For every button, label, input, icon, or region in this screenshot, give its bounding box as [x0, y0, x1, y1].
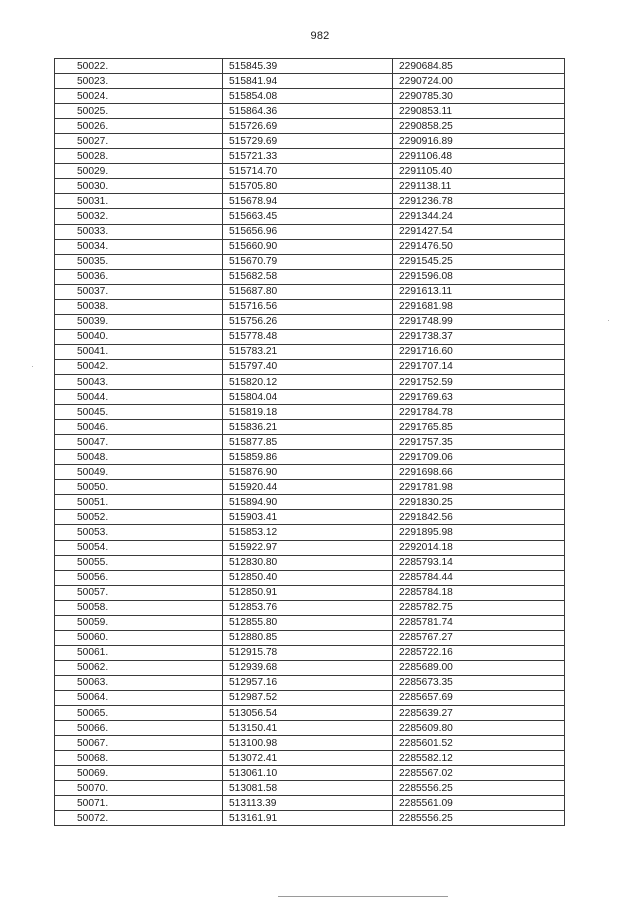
point-id-cell: 50046. [55, 420, 223, 435]
northing-cell: 2291681.98 [393, 299, 565, 314]
easting-cell: 515687.80 [223, 284, 393, 299]
table-row [55, 74, 565, 89]
northing-cell: 2291106.48 [393, 149, 565, 164]
easting-cell: 515797.40 [223, 359, 393, 374]
point-id-cell: 50025. [55, 104, 223, 119]
northing-cell: 2290853.11 [393, 104, 565, 119]
easting-cell: 515894.90 [223, 495, 393, 510]
easting-cell: 515853.12 [223, 525, 393, 540]
easting-cell: 515841.94 [223, 74, 393, 89]
point-id-cell: 50059. [55, 615, 223, 630]
northing-cell: 2285609.80 [393, 721, 565, 736]
point-id-cell: 50064. [55, 690, 223, 705]
point-id-cell: 50055. [55, 555, 223, 570]
point-id-cell: 50071. [55, 796, 223, 811]
northing-cell: 2291781.98 [393, 480, 565, 495]
table-row [55, 555, 565, 570]
point-id-cell: 50061. [55, 645, 223, 660]
easting-cell: 515663.45 [223, 209, 393, 224]
northing-cell: 2285673.35 [393, 675, 565, 690]
northing-cell: 2291709.06 [393, 450, 565, 465]
point-id-cell: 50029. [55, 164, 223, 179]
northing-cell: 2291757.35 [393, 435, 565, 450]
easting-cell: 515682.58 [223, 269, 393, 284]
easting-cell: 513081.58 [223, 781, 393, 796]
table-row [55, 254, 565, 269]
easting-cell: 515864.36 [223, 104, 393, 119]
table-row [55, 359, 565, 374]
easting-cell: 515845.39 [223, 59, 393, 74]
northing-cell: 2291105.40 [393, 164, 565, 179]
point-id-cell: 50070. [55, 781, 223, 796]
table-row [55, 314, 565, 329]
northing-cell: 2291784.78 [393, 405, 565, 420]
point-id-cell: 50048. [55, 450, 223, 465]
table-row [55, 480, 565, 495]
table-row [55, 119, 565, 134]
point-id-cell: 50058. [55, 600, 223, 615]
point-id-cell: 50072. [55, 811, 223, 826]
scan-dot-mark [32, 366, 33, 367]
easting-cell: 512987.52 [223, 690, 393, 705]
northing-cell: 2285657.69 [393, 690, 565, 705]
easting-cell: 512880.85 [223, 630, 393, 645]
table-row [55, 104, 565, 119]
easting-cell: 513100.98 [223, 736, 393, 751]
easting-cell: 515836.21 [223, 420, 393, 435]
easting-cell: 512957.16 [223, 675, 393, 690]
easting-cell: 515670.79 [223, 254, 393, 269]
easting-cell: 515876.90 [223, 465, 393, 480]
table-row [55, 706, 565, 721]
coordinate-table [54, 58, 565, 826]
table-row [55, 570, 565, 585]
northing-cell: 2290724.00 [393, 74, 565, 89]
table-row [55, 299, 565, 314]
point-id-cell: 50049. [55, 465, 223, 480]
northing-cell: 2291748.99 [393, 314, 565, 329]
table-row [55, 329, 565, 344]
easting-cell: 512915.78 [223, 645, 393, 660]
easting-cell: 515721.33 [223, 149, 393, 164]
northing-cell: 2291427.54 [393, 224, 565, 239]
point-id-cell: 50050. [55, 480, 223, 495]
table-row [55, 284, 565, 299]
easting-cell: 515877.85 [223, 435, 393, 450]
northing-cell: 2285784.44 [393, 570, 565, 585]
northing-cell: 2291545.25 [393, 254, 565, 269]
northing-cell: 2285689.00 [393, 660, 565, 675]
easting-cell: 515678.94 [223, 194, 393, 209]
table-row [55, 721, 565, 736]
easting-cell: 512853.76 [223, 600, 393, 615]
easting-cell: 513061.10 [223, 766, 393, 781]
easting-cell: 515716.56 [223, 299, 393, 314]
easting-cell: 512850.91 [223, 585, 393, 600]
point-id-cell: 50027. [55, 134, 223, 149]
point-id-cell: 50067. [55, 736, 223, 751]
point-id-cell: 50039. [55, 314, 223, 329]
table-row [55, 344, 565, 359]
point-id-cell: 50043. [55, 374, 223, 389]
coordinate-table-body [55, 59, 565, 826]
northing-cell: 2291895.98 [393, 525, 565, 540]
table-row [55, 781, 565, 796]
point-id-cell: 50022. [55, 59, 223, 74]
table-row [55, 751, 565, 766]
northing-cell: 2291138.11 [393, 179, 565, 194]
easting-cell: 513056.54 [223, 706, 393, 721]
northing-cell: 2285561.09 [393, 796, 565, 811]
table-row [55, 420, 565, 435]
table-row [55, 239, 565, 254]
point-id-cell: 50069. [55, 766, 223, 781]
point-id-cell: 50057. [55, 585, 223, 600]
table-row [55, 224, 565, 239]
northing-cell: 2285582.12 [393, 751, 565, 766]
table-row [55, 525, 565, 540]
northing-cell: 2285601.52 [393, 736, 565, 751]
northing-cell: 2291769.63 [393, 390, 565, 405]
table-row [55, 269, 565, 284]
point-id-cell: 50051. [55, 495, 223, 510]
point-id-cell: 50056. [55, 570, 223, 585]
northing-cell: 2290785.30 [393, 89, 565, 104]
point-id-cell: 50065. [55, 706, 223, 721]
northing-cell: 2285767.27 [393, 630, 565, 645]
easting-cell: 515726.69 [223, 119, 393, 134]
table-row [55, 495, 565, 510]
point-id-cell: 50026. [55, 119, 223, 134]
point-id-cell: 50030. [55, 179, 223, 194]
point-id-cell: 50028. [55, 149, 223, 164]
northing-cell: 2291344.24 [393, 209, 565, 224]
table-row [55, 811, 565, 826]
point-id-cell: 50060. [55, 630, 223, 645]
northing-cell: 2285782.75 [393, 600, 565, 615]
point-id-cell: 50066. [55, 721, 223, 736]
northing-cell: 2290858.25 [393, 119, 565, 134]
point-id-cell: 50035. [55, 254, 223, 269]
northing-cell: 2291842.56 [393, 510, 565, 525]
coordinate-table-container [54, 58, 564, 826]
table-row [55, 134, 565, 149]
northing-cell: 2285722.16 [393, 645, 565, 660]
point-id-cell: 50040. [55, 329, 223, 344]
point-id-cell: 50063. [55, 675, 223, 690]
northing-cell: 2291765.85 [393, 420, 565, 435]
easting-cell: 515820.12 [223, 374, 393, 389]
table-row [55, 59, 565, 74]
easting-cell: 512939.68 [223, 660, 393, 675]
point-id-cell: 50041. [55, 344, 223, 359]
easting-cell: 515656.96 [223, 224, 393, 239]
point-id-cell: 50038. [55, 299, 223, 314]
northing-cell: 2291707.14 [393, 359, 565, 374]
northing-cell: 2291738.37 [393, 329, 565, 344]
northing-cell: 2291716.60 [393, 344, 565, 359]
easting-cell: 515705.80 [223, 179, 393, 194]
table-row [55, 615, 565, 630]
point-id-cell: 50023. [55, 74, 223, 89]
table-row [55, 149, 565, 164]
table-row [55, 675, 565, 690]
northing-cell: 2285793.14 [393, 555, 565, 570]
point-id-cell: 50045. [55, 405, 223, 420]
point-id-cell: 50062. [55, 660, 223, 675]
northing-cell: 2285781.74 [393, 615, 565, 630]
scan-dot-mark [608, 320, 609, 321]
table-row [55, 450, 565, 465]
northing-cell: 2285556.25 [393, 781, 565, 796]
northing-cell: 2291830.25 [393, 495, 565, 510]
easting-cell: 515922.97 [223, 540, 393, 555]
table-row [55, 690, 565, 705]
point-id-cell: 50047. [55, 435, 223, 450]
northing-cell: 2291236.78 [393, 194, 565, 209]
easting-cell: 513072.41 [223, 751, 393, 766]
easting-cell: 515729.69 [223, 134, 393, 149]
northing-cell: 2292014.18 [393, 540, 565, 555]
northing-cell: 2291596.08 [393, 269, 565, 284]
northing-cell: 2290916.89 [393, 134, 565, 149]
table-row [55, 645, 565, 660]
table-row [55, 796, 565, 811]
easting-cell: 512855.80 [223, 615, 393, 630]
point-id-cell: 50042. [55, 359, 223, 374]
easting-cell: 515819.18 [223, 405, 393, 420]
easting-cell: 515660.90 [223, 239, 393, 254]
easting-cell: 512850.40 [223, 570, 393, 585]
point-id-cell: 50044. [55, 390, 223, 405]
table-row [55, 179, 565, 194]
point-id-cell: 50037. [55, 284, 223, 299]
point-id-cell: 50032. [55, 209, 223, 224]
easting-cell: 515778.48 [223, 329, 393, 344]
table-row [55, 374, 565, 389]
table-row [55, 465, 565, 480]
point-id-cell: 50024. [55, 89, 223, 104]
point-id-cell: 50036. [55, 269, 223, 284]
easting-cell: 513113.39 [223, 796, 393, 811]
easting-cell: 515854.08 [223, 89, 393, 104]
table-row [55, 405, 565, 420]
table-row [55, 510, 565, 525]
northing-cell: 2291476.50 [393, 239, 565, 254]
table-row [55, 390, 565, 405]
easting-cell: 515920.44 [223, 480, 393, 495]
northing-cell: 2285556.25 [393, 811, 565, 826]
table-row [55, 164, 565, 179]
easting-cell: 515903.41 [223, 510, 393, 525]
page-number: 982 [310, 30, 330, 42]
point-id-cell: 50031. [55, 194, 223, 209]
table-row [55, 630, 565, 645]
table-row [55, 660, 565, 675]
table-row [55, 736, 565, 751]
point-id-cell: 50052. [55, 510, 223, 525]
table-row [55, 585, 565, 600]
point-id-cell: 50034. [55, 239, 223, 254]
table-row [55, 766, 565, 781]
point-id-cell: 50068. [55, 751, 223, 766]
northing-cell: 2291613.11 [393, 284, 565, 299]
easting-cell: 513161.91 [223, 811, 393, 826]
table-row [55, 209, 565, 224]
northing-cell: 2285784.18 [393, 585, 565, 600]
easting-cell: 515859.86 [223, 450, 393, 465]
easting-cell: 515714.70 [223, 164, 393, 179]
northing-cell: 2291698.66 [393, 465, 565, 480]
scan-line-mark [278, 896, 448, 897]
easting-cell: 515783.21 [223, 344, 393, 359]
easting-cell: 515804.04 [223, 390, 393, 405]
easting-cell: 512830.80 [223, 555, 393, 570]
table-row [55, 540, 565, 555]
table-row [55, 89, 565, 104]
easting-cell: 515756.26 [223, 314, 393, 329]
northing-cell: 2285567.02 [393, 766, 565, 781]
northing-cell: 2291752.59 [393, 374, 565, 389]
easting-cell: 513150.41 [223, 721, 393, 736]
northing-cell: 2290684.85 [393, 59, 565, 74]
table-row [55, 600, 565, 615]
point-id-cell: 50054. [55, 540, 223, 555]
table-row [55, 435, 565, 450]
point-id-cell: 50033. [55, 224, 223, 239]
northing-cell: 2285639.27 [393, 706, 565, 721]
table-row [55, 194, 565, 209]
point-id-cell: 50053. [55, 525, 223, 540]
